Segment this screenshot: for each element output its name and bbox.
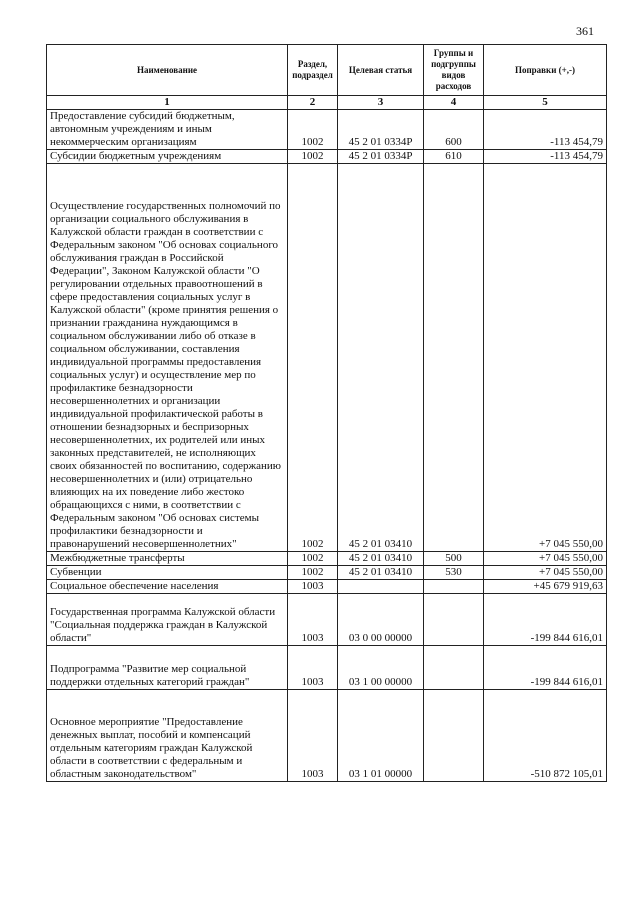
- row-amount: -113 454,79: [484, 110, 607, 150]
- row-section: 1002: [288, 110, 338, 150]
- row-target: 45 2 01 0334Р: [338, 150, 424, 164]
- row-section: 1003: [288, 580, 338, 594]
- row-target: 45 2 01 03410: [338, 552, 424, 566]
- row-group: 500: [424, 552, 484, 566]
- row-name: Субсидии бюджетным учреждениям: [47, 150, 288, 164]
- header-row: [47, 45, 607, 96]
- row-amount: -113 454,79: [484, 150, 607, 164]
- row-amount: -199 844 616,01: [484, 646, 607, 690]
- row-name: Предоставление субсидий бюджетным, автономным учреждениям и иным некоммерческим организациям: [47, 110, 288, 150]
- row-group: [424, 690, 484, 782]
- table-row: [47, 580, 607, 594]
- budget-table: [46, 44, 607, 782]
- row-section: 1002: [288, 164, 338, 552]
- table-row: [47, 690, 607, 782]
- row-section: 1002: [288, 566, 338, 580]
- row-amount: +7 045 550,00: [484, 566, 607, 580]
- row-group: [424, 646, 484, 690]
- row-group: 600: [424, 110, 484, 150]
- row-group: [424, 594, 484, 646]
- table-row: [47, 566, 607, 580]
- row-group: [424, 164, 484, 552]
- row-group: [424, 580, 484, 594]
- row-name: Социальное обеспечение населения: [47, 580, 288, 594]
- row-group: 610: [424, 150, 484, 164]
- row-section: 1003: [288, 594, 338, 646]
- header-group: Группы и подгруппы видов расходов: [424, 45, 484, 96]
- header-name: Наименование: [47, 45, 288, 96]
- row-section: 1002: [288, 150, 338, 164]
- row-target: 03 1 00 00000: [338, 646, 424, 690]
- table-row: [47, 164, 607, 552]
- table-row: [47, 594, 607, 646]
- row-target: 03 1 01 00000: [338, 690, 424, 782]
- row-name: Подпрограмма "Развитие мер социальной поддержки отдельных категорий граждан": [47, 646, 288, 690]
- row-amount: -510 872 105,01: [484, 690, 607, 782]
- table-row: [47, 552, 607, 566]
- row-name: Осуществление государственных полномочий по организации социального обслуживания в Калужской области граждан в соответствии с Федеральным законом "Об основах социального обслуживания граждан в Российской Федерации", Законом Калужской области "О регулировании отдельных правоотношений в сфере предоставления социальных услуг в Калужской области" (кроме принятия решения о признании гражданина нуждающимся в социальном обслуживании либо об отказе в социальном обслуживании, составления индивидуальной программы предоставления социальных услуг) и осуществление мер по профилактике безнадзорности несовершеннолетних и организации индивидуальной профилактической работы в отношении безнадзорных и беспризорных несовершеннолетних, их родителей или иных законных представителей, не исполняющих своих обязанностей по воспитанию, содержанию несовершеннолетних и (или) отрицательно влияющих на их поведение либо жестоко обращающихся с ними, в соответствии с Федеральным законом "Об основах системы профилактики безнадзорности и правонарушений несовершеннолетних": [47, 164, 288, 552]
- column-number-row: [47, 96, 607, 110]
- column-number: 3: [338, 96, 424, 110]
- header-target: Целевая статья: [338, 45, 424, 96]
- row-target: [338, 580, 424, 594]
- row-target: 45 2 01 03410: [338, 566, 424, 580]
- row-target: 45 2 01 0334Р: [338, 110, 424, 150]
- row-section: 1002: [288, 552, 338, 566]
- table-row: [47, 110, 607, 150]
- column-number: 1: [47, 96, 288, 110]
- row-target: 03 0 00 00000: [338, 594, 424, 646]
- column-number: 4: [424, 96, 484, 110]
- row-name: Межбюджетные трансферты: [47, 552, 288, 566]
- header-amendment: Поправки (+,-): [484, 45, 607, 96]
- table-row: [47, 150, 607, 164]
- row-target: 45 2 01 03410: [338, 164, 424, 552]
- row-name: Основное мероприятие "Предоставление денежных выплат, пособий и компенсаций отдельным категориям граждан Калужской области в соответствии с федеральным и областным законодательством": [47, 690, 288, 782]
- column-number: 2: [288, 96, 338, 110]
- header-section: Раздел, подраздел: [288, 45, 338, 96]
- row-section: 1003: [288, 690, 338, 782]
- row-amount: -199 844 616,01: [484, 594, 607, 646]
- row-name: Субвенции: [47, 566, 288, 580]
- page-number: 361: [576, 24, 594, 38]
- row-amount: +45 679 919,63: [484, 580, 607, 594]
- row-section: 1003: [288, 646, 338, 690]
- row-name: Государственная программа Калужской области "Социальная поддержка граждан в Калужской области": [47, 594, 288, 646]
- table-row: [47, 646, 607, 690]
- row-group: 530: [424, 566, 484, 580]
- row-amount: +7 045 550,00: [484, 164, 607, 552]
- column-number: 5: [484, 96, 607, 110]
- row-amount: +7 045 550,00: [484, 552, 607, 566]
